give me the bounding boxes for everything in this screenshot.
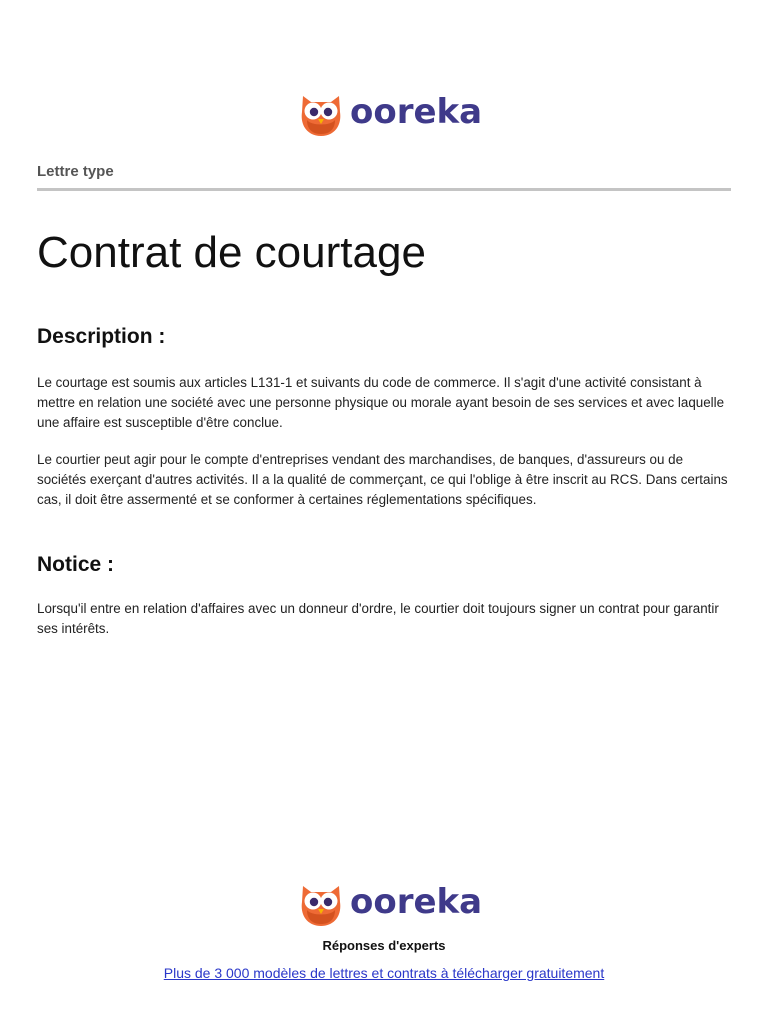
- templates-download-link[interactable]: Plus de 3 000 modèles de lettres et contrats à télécharger gratuitement: [163, 965, 605, 981]
- footer-tagline: Réponses d'experts: [322, 938, 446, 953]
- notice-paragraph: Lorsqu'il entre en relation d'affaires avec un donneur d'ordre, le courtier doit toujours signer un contrat pour garantir ses intérêts.: [37, 601, 719, 636]
- brand-wordmark: ooreka: [350, 882, 483, 922]
- owl-logo-icon: [298, 90, 344, 138]
- section-heading-notice: Notice :: [37, 553, 115, 576]
- brand-logo-footer: [298, 880, 482, 928]
- document-type-label: Lettre type: [37, 163, 114, 180]
- section-heading-description: Description :: [37, 325, 166, 348]
- description-paragraph-1: Le courtage est soumis aux articles L131-1 et suivants du code de commerce. Il s'agit d'une activité consistant à mettre en relation une société avec une personne physique ou morale ayant besoin de ses services et avec laquelle une affaire est susceptible d'être conclue.: [37, 375, 725, 430]
- brand-logo-header: [298, 90, 482, 138]
- header-divider: [37, 188, 731, 191]
- brand-wordmark: ooreka: [350, 92, 483, 132]
- description-paragraph-2: Le courtier peut agir pour le compte d'entreprises vendant des marchandises, de banques, d'assureurs ou de sociétés exerçant d'autres activités. Il a la qualité de commerçant, ce qui l'oblige à être inscrit au RCS. Dans certains cas, il doit être assermenté et se conformer à certaines réglementations spécifiques.: [37, 452, 728, 507]
- owl-logo-icon: [298, 880, 344, 928]
- document-title: Contrat de courtage: [37, 228, 426, 277]
